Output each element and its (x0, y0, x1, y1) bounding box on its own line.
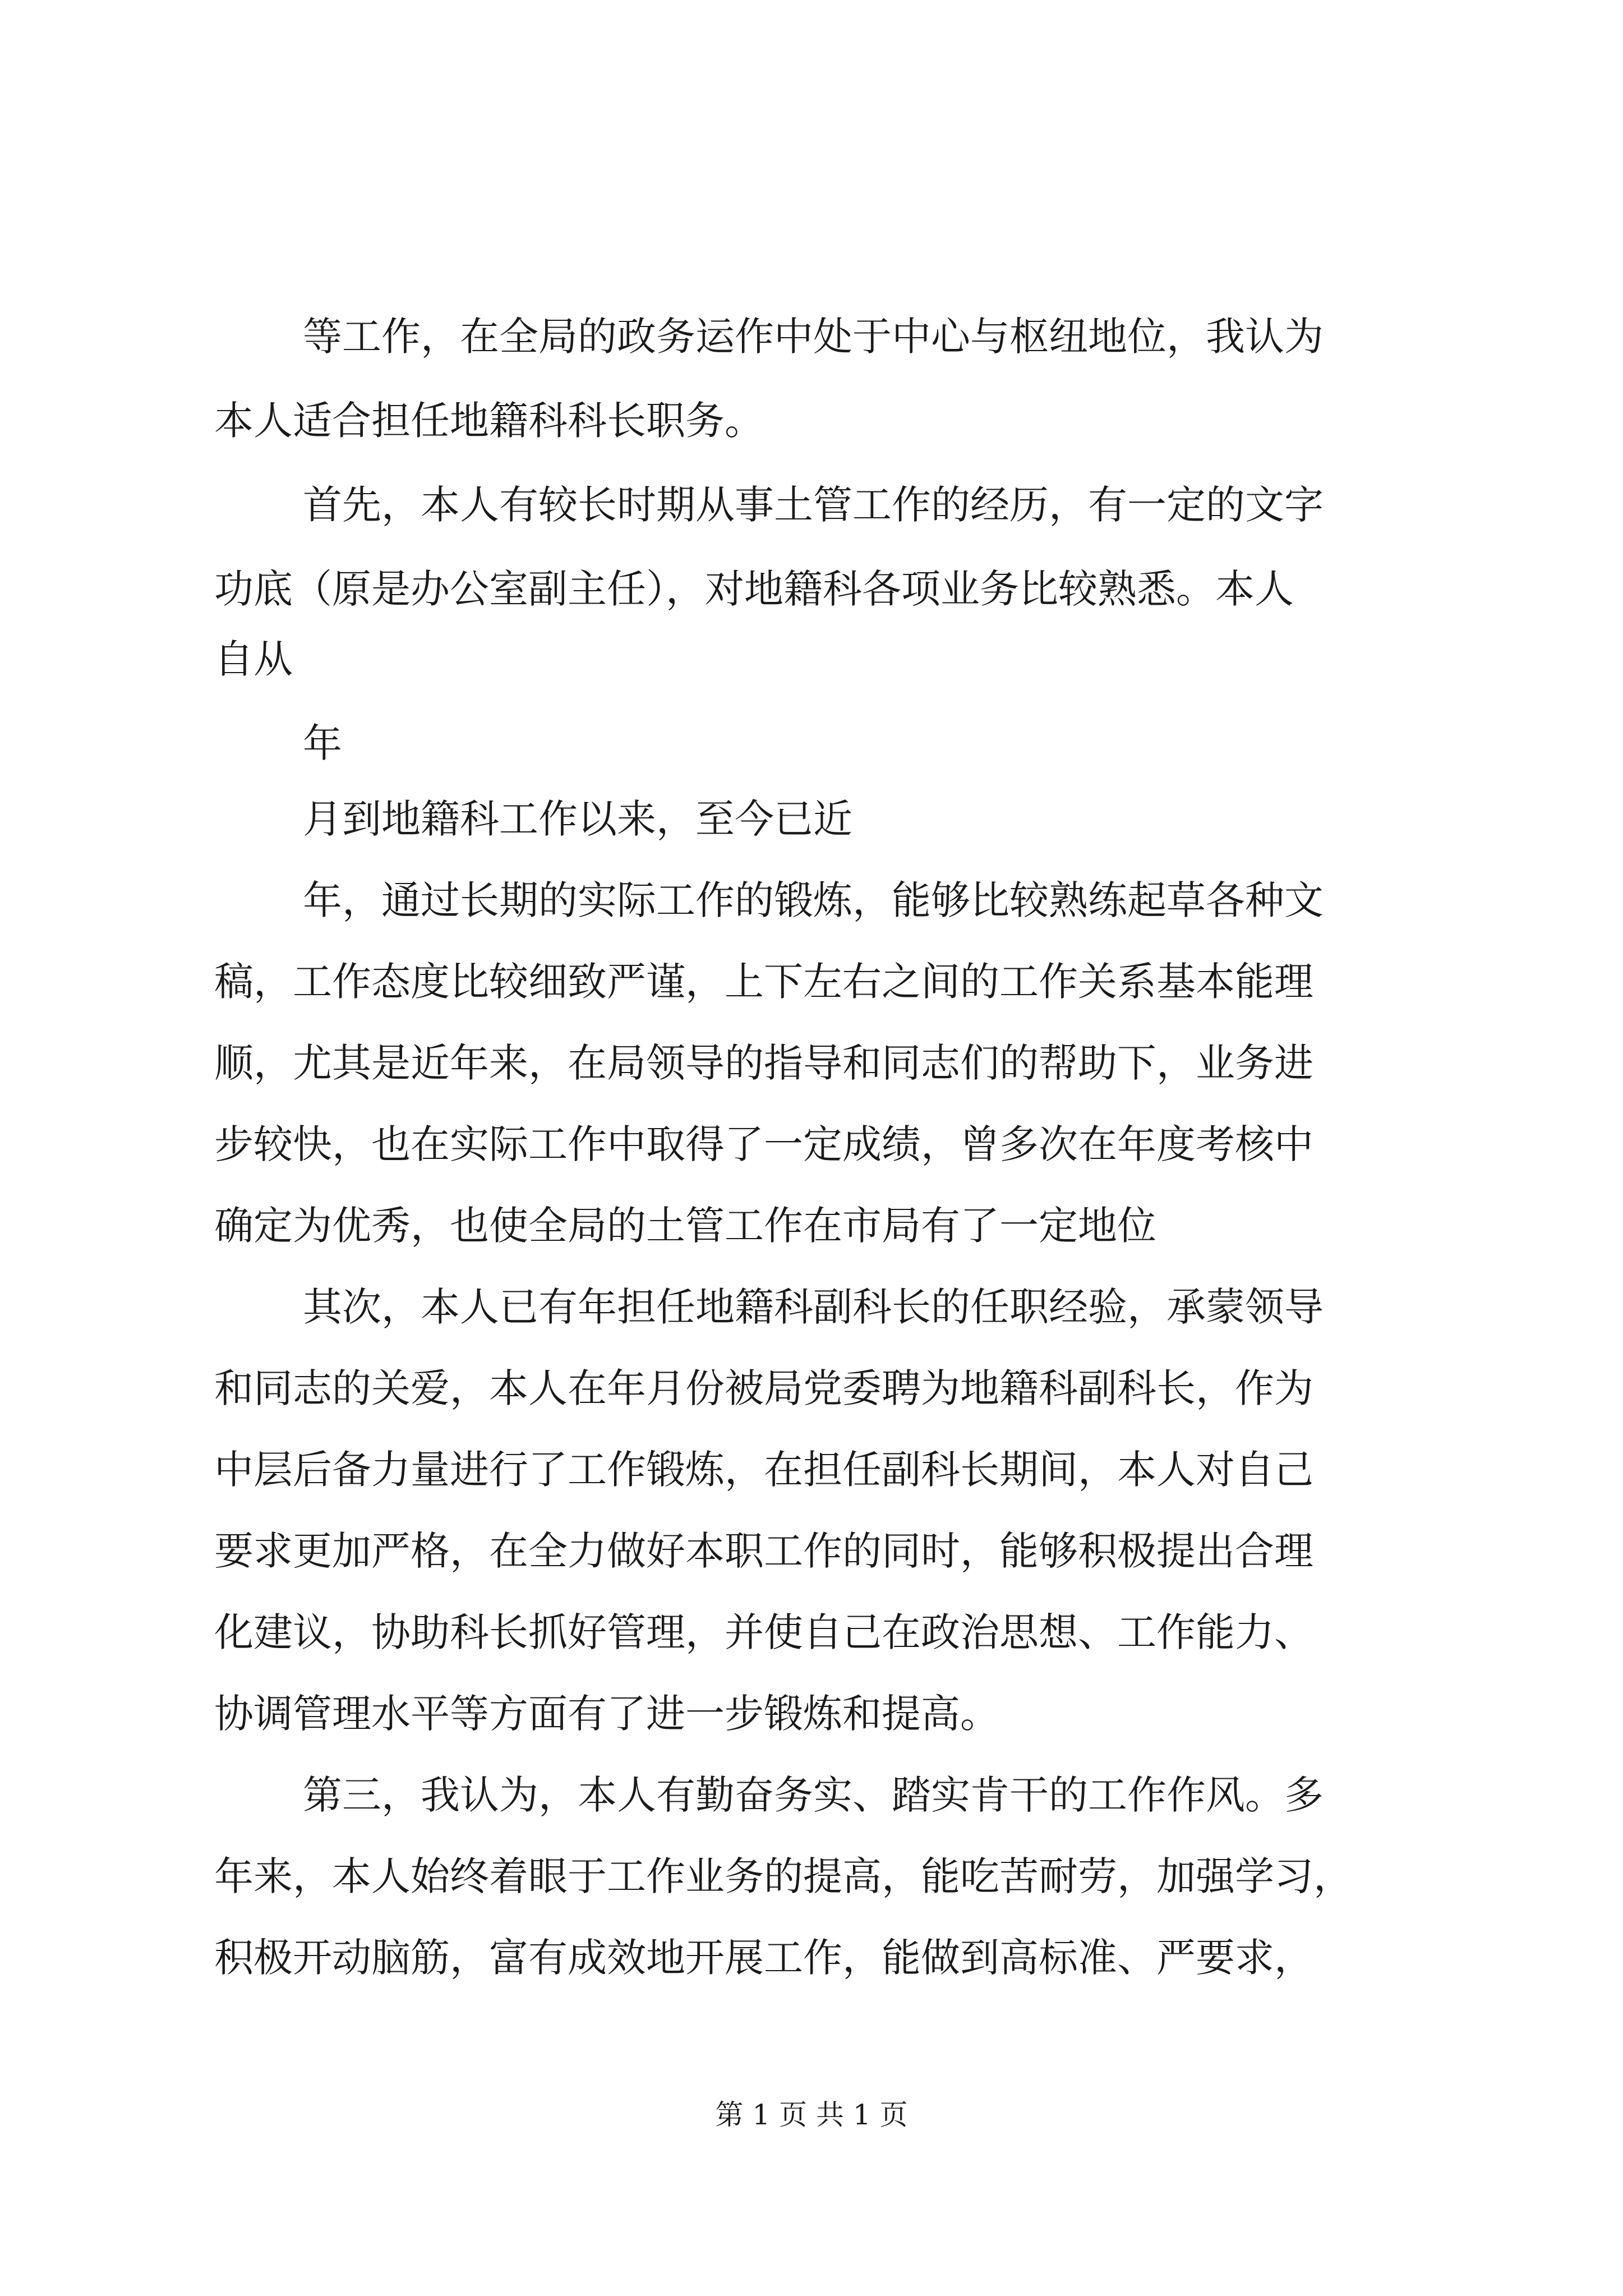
text-line: 自从 (214, 636, 293, 682)
text-line: 本人适合担任地籍科科长职务。 (214, 398, 764, 444)
text-line: 等工作，在全局的政务运作中处于中心与枢纽地位，我认为 (303, 314, 1324, 360)
text-line: 顺，尤其是近年来，在局领导的指导和同志们的帮助下，业务进 (214, 1040, 1313, 1086)
text-line: 中层后备力量进行了工作锻炼，在担任副科长期间，本人对自己 (214, 1447, 1313, 1493)
text-line: 月到地籍科工作以来，至今已近 (303, 796, 852, 842)
text-line: 协调管理水平等方面有了进一步锻炼和提高。 (214, 1691, 999, 1737)
text-line: 积极开动脑筋，富有成效地开展工作，能做到高标准、严要求， (214, 1935, 1313, 1981)
text-line: 年，通过长期的实际工作的锻炼，能够比较熟练起草各种文 (303, 877, 1324, 923)
text-line: 稿，工作态度比较细致严谨，上下左右之间的工作关系基本能理 (214, 959, 1313, 1005)
text-line: 年来，本人始终着眼于工作业务的提高，能吃苦耐劳，加强学习， (214, 1853, 1353, 1899)
text-line: 其次，本人已有年担任地籍科副科长的任职经验，承蒙领导 (303, 1284, 1324, 1330)
text-line: 功底（原是办公室副主任），对地籍科各项业务比较熟悉。本人 (214, 566, 1294, 612)
text-line: 和同志的关爱，本人在年月份被局党委聘为地籍科副科长，作为 (214, 1365, 1313, 1411)
text-line: 确定为优秀，也使全局的土管工作在市局有了一定地位 (214, 1203, 1156, 1249)
text-line: 要求更加严格，在全力做好本职工作的同时，能够积极提出合理 (214, 1528, 1313, 1574)
page-footer: 第 1 页 共 1 页 (715, 2099, 908, 2131)
text-line: 步较快，也在实际工作中取得了一定成绩，曾多次在年度考核中 (214, 1121, 1313, 1167)
text-line: 化建议，协助科长抓好管理，并使自己在政治思想、工作能力、 (214, 1609, 1313, 1655)
text-line: 首先，本人有较长时期从事土管工作的经历，有一定的文字 (303, 482, 1324, 528)
text-line: 第三，我认为，本人有勤奋务实、踏实肯干的工作作风。多 (303, 1772, 1324, 1818)
text-line: 年 (303, 720, 342, 766)
